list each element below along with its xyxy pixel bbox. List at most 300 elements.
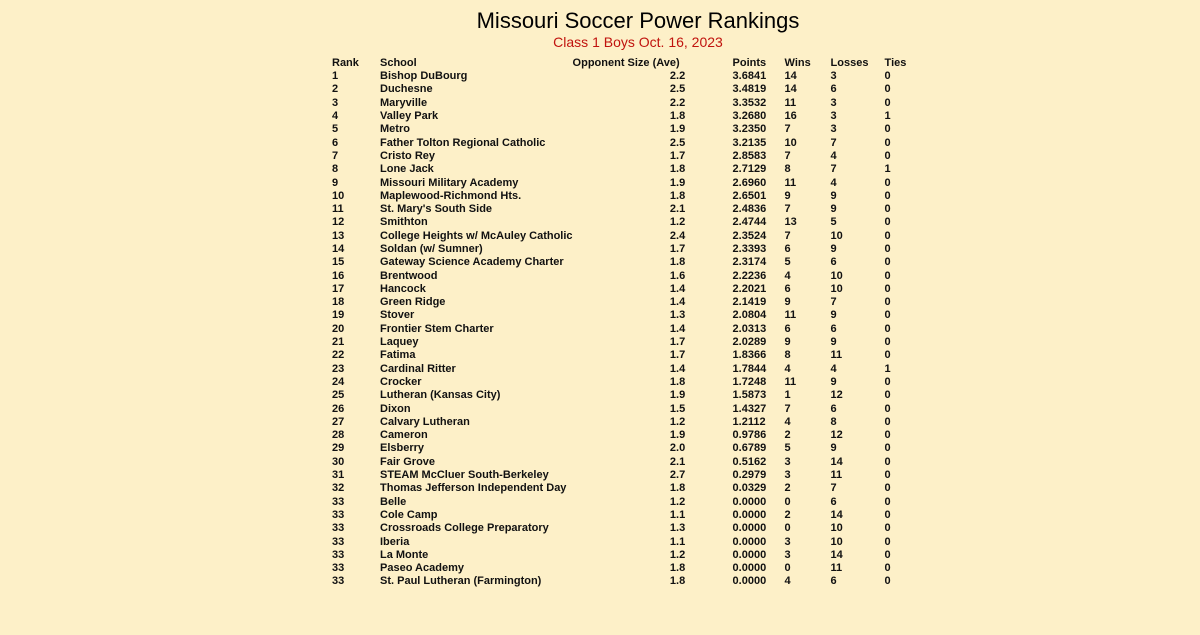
cell-losses: 3 [830, 123, 837, 136]
cell-school: Iberia [380, 535, 410, 548]
page-title: Missouri Soccer Power Rankings [476, 8, 800, 33]
cell-losses: 3 [830, 96, 837, 109]
cell-losses: 6 [830, 83, 837, 96]
cell-opponent-size: 1.8 [669, 256, 686, 269]
cell-wins: 11 [784, 96, 797, 109]
table-row [332, 456, 915, 469]
cell-wins: 2 [784, 508, 791, 521]
cell-rank: 28 [332, 429, 345, 442]
cell-rank: 14 [332, 243, 345, 255]
cell-opponent-size: 2.1 [669, 455, 686, 468]
cell-wins: 13 [784, 216, 797, 229]
cell-school: Missouri Military Academy [380, 176, 519, 189]
cell-wins: 6 [784, 322, 791, 335]
cell-school: Lutheran (Kansas City) [380, 389, 501, 402]
cell-opponent-size: 2.1 [669, 203, 686, 216]
cell-points: 2.7129 [732, 163, 767, 176]
cell-wins: 11 [784, 375, 797, 388]
cell-opponent-size: 1.7 [669, 243, 686, 255]
cell-points: 1.7844 [732, 362, 767, 375]
cell-points: 2.2236 [732, 269, 767, 282]
cell-ties: 0 [884, 402, 891, 415]
cell-rank: 24 [332, 375, 345, 388]
cell-rank: 2 [332, 83, 339, 96]
cell-opponent-size: 2.2 [669, 70, 686, 83]
cell-ties: 0 [884, 455, 891, 468]
cell-wins: 4 [784, 362, 791, 375]
cell-rank: 21 [332, 336, 345, 349]
cell-losses: 10 [830, 269, 843, 282]
cell-opponent-size: 1.8 [669, 562, 686, 575]
cell-ties: 0 [884, 389, 891, 402]
cell-losses: 7 [830, 163, 837, 176]
table-row [332, 376, 915, 389]
cell-ties: 0 [884, 309, 891, 322]
table-row [332, 309, 915, 322]
cell-wins: 16 [784, 110, 797, 123]
cell-opponent-size: 1.6 [669, 269, 686, 282]
cell-opponent-size: 1.1 [669, 508, 686, 521]
cell-opponent-size: 1.7 [669, 349, 686, 362]
cell-ties: 1 [884, 362, 891, 375]
cell-rank: 33 [332, 508, 345, 521]
cell-rank: 7 [332, 149, 339, 162]
column-header-opponent-size: Opponent Size (Ave) [572, 57, 680, 69]
column-header-school: School [380, 57, 417, 69]
cell-losses: 9 [830, 442, 837, 455]
cell-ties: 0 [884, 322, 891, 335]
cell-opponent-size: 1.2 [669, 495, 686, 508]
cell-points: 2.3393 [732, 243, 767, 255]
cell-opponent-size: 1.8 [669, 375, 686, 388]
cell-rank: 30 [332, 455, 345, 468]
cell-opponent-size: 1.3 [669, 522, 686, 535]
cell-opponent-size: 1.4 [669, 296, 686, 309]
cell-rank: 6 [332, 136, 339, 149]
cell-rank: 19 [332, 309, 345, 322]
cell-losses: 6 [830, 402, 837, 415]
cell-points: 2.0313 [732, 322, 767, 335]
cell-wins: 8 [784, 349, 791, 362]
cell-points: 1.7248 [732, 375, 767, 388]
cell-wins: 14 [784, 70, 797, 83]
cell-wins: 7 [784, 402, 791, 415]
cell-losses: 9 [830, 189, 837, 202]
cell-rank: 23 [332, 362, 345, 375]
table-row [332, 562, 915, 575]
cell-ties: 0 [884, 415, 891, 428]
cell-ties: 0 [884, 429, 891, 442]
cell-ties: 0 [884, 562, 891, 575]
cell-wins: 0 [784, 562, 791, 575]
cell-school: Fatima [380, 349, 416, 362]
cell-points: 0.0000 [732, 508, 767, 521]
cell-ties: 0 [884, 149, 891, 162]
cell-losses: 9 [830, 309, 837, 322]
cell-rank: 4 [332, 110, 339, 123]
cell-opponent-size: 1.2 [669, 216, 686, 229]
cell-points: 0.0000 [732, 535, 767, 548]
cell-ties: 0 [884, 508, 891, 521]
cell-points: 3.2350 [732, 123, 767, 136]
cell-rank: 11 [332, 203, 344, 216]
cell-rank: 16 [332, 269, 345, 282]
cell-wins: 8 [784, 163, 791, 176]
cell-losses: 9 [830, 375, 837, 388]
cell-opponent-size: 1.8 [669, 110, 686, 123]
cell-school: La Monte [380, 548, 429, 561]
cell-points: 2.3524 [732, 229, 767, 242]
cell-ties: 0 [884, 469, 891, 482]
cell-losses: 14 [830, 548, 843, 561]
table-row [332, 256, 915, 269]
cell-opponent-size: 2.4 [669, 229, 686, 242]
cell-points: 3.3532 [732, 96, 767, 109]
cell-school: St. Mary's South Side [380, 203, 493, 216]
cell-wins: 6 [784, 243, 791, 255]
cell-rank: 3 [332, 96, 339, 109]
cell-school: St. Paul Lutheran (Farmington) [380, 575, 542, 588]
cell-losses: 6 [830, 322, 837, 335]
cell-rank: 33 [332, 548, 345, 561]
cell-wins: 5 [784, 442, 791, 455]
table-row [332, 336, 915, 349]
table-row [332, 349, 915, 362]
table-row [332, 549, 915, 562]
cell-school: Fair Grove [380, 455, 436, 468]
cell-ties: 0 [884, 548, 891, 561]
cell-ties: 0 [884, 243, 891, 255]
cell-wins: 0 [784, 522, 791, 535]
cell-losses: 11 [830, 349, 843, 362]
table-row [332, 150, 915, 163]
cell-opponent-size: 1.7 [669, 336, 686, 349]
cell-points: 1.5873 [732, 389, 767, 402]
cell-ties: 1 [884, 163, 891, 176]
cell-school: Gateway Science Academy Charter [380, 256, 564, 269]
cell-opponent-size: 1.4 [669, 362, 686, 375]
cell-wins: 4 [784, 269, 791, 282]
cell-points: 0.5162 [732, 455, 767, 468]
cell-opponent-size: 1.8 [669, 482, 686, 495]
cell-points: 3.2680 [732, 110, 767, 123]
table-row [332, 442, 915, 455]
cell-ties: 0 [884, 442, 891, 455]
cell-wins: 14 [784, 83, 797, 96]
cell-ties: 0 [884, 136, 891, 149]
cell-wins: 11 [784, 176, 797, 189]
cell-losses: 3 [830, 70, 837, 83]
cell-school: Green Ridge [380, 296, 446, 309]
cell-losses: 9 [830, 336, 837, 349]
cell-rank: 9 [332, 176, 339, 189]
cell-losses: 3 [830, 110, 837, 123]
cell-ties: 0 [884, 495, 891, 508]
cell-wins: 1 [784, 389, 791, 402]
cell-opponent-size: 2.7 [669, 469, 686, 482]
table-header-row [332, 56, 915, 70]
cell-ties: 0 [884, 203, 891, 216]
cell-opponent-size: 1.9 [669, 176, 686, 189]
table-row [332, 163, 915, 176]
cell-school: Laquey [380, 336, 419, 349]
cell-losses: 11 [830, 562, 843, 575]
cell-school: Calvary Lutheran [380, 415, 470, 428]
cell-school: Cole Camp [380, 508, 438, 521]
cell-wins: 3 [784, 455, 791, 468]
cell-losses: 14 [830, 455, 843, 468]
cell-wins: 6 [784, 282, 791, 295]
cell-losses: 12 [830, 389, 843, 402]
cell-school: Frontier Stem Charter [380, 322, 494, 335]
table-row [332, 123, 915, 136]
column-header-wins: Wins [784, 57, 811, 69]
column-header-ties: Ties [884, 57, 907, 69]
cell-wins: 7 [784, 229, 791, 242]
cell-ties: 0 [884, 96, 891, 109]
table-row [332, 323, 915, 336]
cell-wins: 11 [784, 309, 797, 322]
cell-school: Metro [380, 123, 410, 136]
cell-school: Elsberry [380, 442, 425, 455]
cell-school: Cardinal Ritter [380, 362, 456, 375]
cell-ties: 0 [884, 189, 891, 202]
table-row [332, 575, 915, 588]
cell-rank: 8 [332, 163, 339, 176]
cell-opponent-size: 1.9 [669, 389, 686, 402]
cell-losses: 12 [830, 429, 843, 442]
cell-ties: 0 [884, 229, 891, 242]
cell-points: 2.4744 [732, 216, 767, 229]
cell-rank: 12 [332, 216, 345, 229]
cell-rank: 22 [332, 349, 345, 362]
cell-wins: 2 [784, 429, 791, 442]
cell-school: College Heights w/ McAuley Catholic [380, 229, 573, 242]
cell-losses: 7 [830, 482, 837, 495]
cell-opponent-size: 1.2 [669, 548, 686, 561]
cell-points: 0.0000 [732, 522, 767, 535]
cell-opponent-size: 1.1 [669, 535, 686, 548]
cell-ties: 0 [884, 336, 891, 349]
cell-opponent-size: 1.3 [669, 309, 686, 322]
cell-school: Paseo Academy [380, 562, 464, 575]
cell-rank: 31 [332, 469, 345, 482]
cell-ties: 0 [884, 216, 891, 229]
cell-school: Lone Jack [380, 163, 434, 176]
cell-ties: 0 [884, 269, 891, 282]
cell-ties: 0 [884, 482, 891, 495]
cell-losses: 5 [830, 216, 837, 229]
column-header-points: Points [732, 57, 767, 69]
cell-wins: 9 [784, 336, 791, 349]
column-header-losses: Losses [830, 57, 869, 69]
cell-opponent-size: 2.5 [669, 83, 686, 96]
cell-losses: 10 [830, 535, 843, 548]
table-row [332, 416, 915, 429]
cell-points: 3.6841 [732, 70, 767, 83]
cell-wins: 0 [784, 495, 791, 508]
table-row [332, 509, 915, 522]
cell-rank: 33 [332, 562, 345, 575]
cell-school: Hancock [380, 282, 426, 295]
cell-losses: 4 [830, 362, 837, 375]
table-row [332, 522, 915, 535]
cell-points: 2.0289 [732, 336, 767, 349]
cell-points: 0.0329 [732, 482, 767, 495]
cell-points: 1.8366 [732, 349, 767, 362]
cell-points: 1.4327 [732, 402, 767, 415]
cell-ties: 0 [884, 70, 891, 83]
table-row [332, 389, 915, 402]
table-row [332, 429, 915, 442]
table-row [332, 136, 915, 149]
cell-rank: 20 [332, 322, 345, 335]
cell-losses: 9 [830, 243, 837, 255]
cell-losses: 11 [830, 469, 843, 482]
table-row [332, 363, 915, 376]
cell-points: 0.0000 [732, 562, 767, 575]
cell-school: Cameron [380, 429, 428, 442]
cell-points: 2.6960 [732, 176, 767, 189]
cell-points: 2.8583 [732, 149, 767, 162]
cell-ties: 0 [884, 522, 891, 535]
cell-losses: 6 [830, 575, 837, 588]
cell-opponent-size: 1.7 [669, 149, 686, 162]
cell-losses: 7 [830, 136, 837, 149]
cell-wins: 10 [784, 136, 797, 149]
cell-points: 2.3174 [732, 256, 767, 269]
cell-school: Smithton [380, 216, 428, 229]
cell-opponent-size: 1.8 [669, 163, 686, 176]
cell-opponent-size: 1.4 [669, 322, 686, 335]
cell-school: STEAM McCluer South-Berkeley [380, 469, 549, 482]
cell-wins: 9 [784, 296, 791, 309]
table-row [332, 283, 915, 296]
cell-rank: 18 [332, 296, 345, 309]
table-row [332, 402, 915, 415]
cell-opponent-size: 2.5 [669, 136, 686, 149]
cell-rank: 10 [332, 189, 345, 202]
cell-rank: 33 [332, 535, 345, 548]
table-row [332, 496, 915, 509]
table-row [332, 230, 915, 243]
cell-points: 1.2112 [732, 415, 766, 428]
cell-points: 2.1419 [732, 296, 767, 309]
cell-wins: 5 [784, 256, 791, 269]
cell-school: Dixon [380, 402, 411, 415]
cell-ties: 0 [884, 349, 891, 362]
cell-wins: 3 [784, 469, 791, 482]
cell-opponent-size: 1.8 [669, 189, 686, 202]
cell-points: 0.0000 [732, 548, 767, 561]
cell-points: 3.4819 [732, 83, 767, 96]
cell-school: Valley Park [380, 110, 439, 123]
cell-rank: 33 [332, 495, 345, 508]
cell-rank: 13 [332, 229, 345, 242]
table-row [332, 296, 915, 309]
cell-losses: 6 [830, 495, 837, 508]
cell-wins: 7 [784, 149, 791, 162]
cell-ties: 0 [884, 575, 891, 588]
cell-school: Thomas Jefferson Independent Day [380, 482, 567, 495]
cell-opponent-size: 1.9 [669, 429, 686, 442]
cell-points: 2.4836 [732, 203, 767, 216]
rankings-table [332, 56, 915, 589]
cell-ties: 0 [884, 83, 891, 96]
cell-rank: 15 [332, 256, 345, 269]
cell-school: Maplewood-Richmond Hts. [380, 189, 522, 202]
cell-ties: 0 [884, 176, 891, 189]
table-row [332, 110, 915, 123]
table-row [332, 535, 915, 548]
cell-points: 2.2021 [732, 282, 767, 295]
cell-rank: 29 [332, 442, 345, 455]
table-row [332, 216, 915, 229]
cell-school: Crocker [380, 375, 422, 388]
cell-school: Cristo Rey [380, 149, 436, 162]
cell-losses: 4 [830, 149, 837, 162]
table-row [332, 83, 915, 96]
cell-wins: 4 [784, 415, 791, 428]
cell-losses: 6 [830, 256, 837, 269]
cell-ties: 0 [884, 123, 891, 136]
cell-wins: 7 [784, 123, 791, 136]
cell-opponent-size: 1.2 [669, 415, 686, 428]
table-row [332, 482, 915, 495]
cell-rank: 26 [332, 402, 345, 415]
cell-points: 0.0000 [732, 575, 767, 588]
cell-ties: 1 [884, 110, 891, 123]
cell-losses: 7 [830, 296, 837, 309]
cell-losses: 9 [830, 203, 837, 216]
cell-points: 0.6789 [732, 442, 767, 455]
cell-wins: 9 [784, 189, 791, 202]
cell-rank: 25 [332, 389, 345, 402]
table-row [332, 190, 915, 203]
cell-opponent-size: 1.8 [669, 575, 686, 588]
cell-opponent-size: 2.0 [669, 442, 686, 455]
cell-ties: 0 [884, 535, 891, 548]
table-row [332, 243, 915, 256]
cell-school: Duchesne [380, 83, 433, 96]
table-row [332, 70, 915, 83]
cell-wins: 3 [784, 548, 791, 561]
cell-points: 3.2135 [732, 136, 767, 149]
cell-school: Brentwood [380, 269, 438, 282]
cell-ties: 0 [884, 375, 891, 388]
cell-losses: 8 [830, 415, 837, 428]
cell-wins: 2 [784, 482, 791, 495]
cell-school: Maryville [380, 96, 428, 109]
cell-school: Belle [380, 495, 407, 508]
cell-points: 0.2979 [732, 469, 767, 482]
cell-opponent-size: 1.5 [669, 402, 686, 415]
rankings-body [332, 70, 915, 589]
cell-wins: 3 [784, 535, 791, 548]
table-row [332, 203, 915, 216]
table-row [332, 469, 915, 482]
cell-school: Soldan (w/ Sumner) [380, 243, 483, 255]
table-row [332, 97, 915, 110]
cell-ties: 0 [884, 256, 891, 269]
cell-losses: 10 [830, 282, 843, 295]
cell-school: Crossroads College Preparatory [380, 522, 549, 535]
table-row [332, 269, 915, 282]
cell-opponent-size: 2.2 [669, 96, 686, 109]
cell-rank: 33 [332, 522, 345, 535]
cell-rank: 32 [332, 482, 345, 495]
column-header-rank: Rank [332, 57, 359, 69]
